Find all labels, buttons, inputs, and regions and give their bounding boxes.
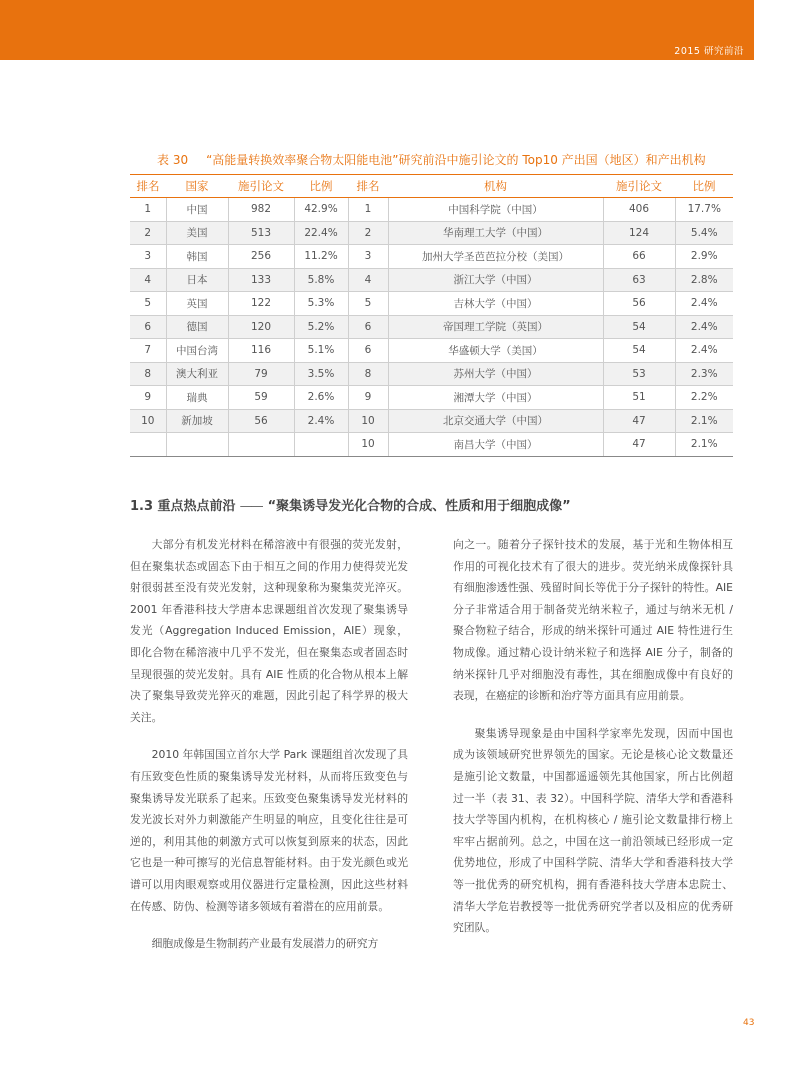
cell-country: 中国台湾 xyxy=(166,339,228,363)
left-paragraph-2: 2010 年韩国国立首尔大学 Park 课题组首次发现了具有压致变色性质的聚集诱导发光材料，从而将压致变色与聚集诱导发光联系了起来。压致变色聚集诱导发光材料的发光波长对外力刺激能产生明显的响应，且变化往往是可逆的，利用其他的刺激方式可以恢复到原来的状态，因此它也是一种可擦写的光信息智能材料。由于发光颜色或光谱可以用肉眼观察或用仪器进行定量检测，因此这些材料在传感、防伪、检测等诸多领域有着潜在的应用前景。 xyxy=(130,748,408,913)
cell-country-ratio: 2.6% xyxy=(294,386,348,410)
cell-institution-papers: 66 xyxy=(603,245,675,269)
cell-institution: 华盛顿大学（美国） xyxy=(388,339,603,363)
cell-institution-papers: 56 xyxy=(603,292,675,316)
cell-country-papers: 56 xyxy=(228,409,294,433)
table-row xyxy=(130,339,733,363)
cell-institution-papers: 51 xyxy=(603,386,675,410)
table-row xyxy=(130,386,733,410)
cell-institution: 北京交通大学（中国） xyxy=(388,409,603,433)
right-paragraph-2: 聚集诱导现象是由中国科学家率先发现，因而中国也成为该领域研究世界领先的国家。无论是核心论文数量还是施引论文数量，中国都遥遥领先其他国家，所占比例超过一半（表 31、表 32）。中国科学院、清华大学和香港科技大学等国内机构，在机构核心 / 施引论文数量排行榜上牢牢占据前列。总之，中国在这一前沿领域已经形成一定优势地位，形成了中国科学院、清华大学和香港科技大学等一批优秀的研究机构，拥有香港科技大学唐本忠院士、清华大学危岩教授等一批优秀研究学者以及相应的优秀研究团队。 xyxy=(453,726,733,935)
cell-country: 新加坡 xyxy=(166,409,228,433)
header-country-papers: 施引论文 xyxy=(228,175,294,198)
page-number: 43 xyxy=(743,1018,755,1028)
right-paragraph-1: 向之一。随着分子探针技术的发展，基于光和生物体相互作用的可视化技术有了很大的进步。荧光纳米成像探针具有细胞渗透性强、残留时间长等优于分子探针的特性。AIE 分子非常适合用于制备荧光纳米粒子，通过与纳米无机 / 聚合物粒子结合，形成的纳米探针可通过 AIE 特性进行生物成像。通过精心设计纳米粒子和选择 AIE 分子，制备的纳米探针几乎对细胞没有毒性，其在细胞成像中有良好的表现，在癌症的诊断和治疗等方面具有应用前景。 xyxy=(453,538,733,703)
section-number: 1.3 重点热点前沿 xyxy=(130,499,236,514)
running-header: 2015 研究前沿 xyxy=(674,46,744,57)
header-institution-papers: 施引论文 xyxy=(603,175,675,198)
cell-country-ratio: 5.2% xyxy=(294,315,348,339)
cell-country-papers: 513 xyxy=(228,221,294,245)
cell-institution-rank: 4 xyxy=(348,268,388,292)
header-country-rank: 排名 xyxy=(130,175,166,198)
cell-institution-rank: 8 xyxy=(348,362,388,386)
left-column xyxy=(130,534,408,971)
cell-institution-rank: 10 xyxy=(348,433,388,457)
left-paragraph-1: 大部分有机发光材料在稀溶液中有很强的荧光发射，但在聚集状态或固态下由于相互之间的作用力使得荧光发射很弱甚至没有荧光发射，这种现象称为聚集荧光淬灭。2001 年香港科技大学唐本忠课题组首次发现了聚集诱导发光（Aggregation Induced Emission，AIE）现象，即化合物在稀溶液中几乎不发光，但在聚集态或者固态时呈现很强的荧光发射。具有 AIE 性质的化合物从根本上解决了聚集导致荧光猝灭的难题，因此引起了科学界的极大关注。 xyxy=(130,538,408,724)
cell-institution: 南昌大学（中国） xyxy=(388,433,603,457)
cell-country-ratio: 5.3% xyxy=(294,292,348,316)
cell-country: 美国 xyxy=(166,221,228,245)
cell-country-papers: 982 xyxy=(228,198,294,222)
cell-institution: 帝国理工学院（英国） xyxy=(388,315,603,339)
cell-institution-rank: 2 xyxy=(348,221,388,245)
table-row xyxy=(130,315,733,339)
header-institution: 机构 xyxy=(388,175,603,198)
table-row xyxy=(130,268,733,292)
cell-country-rank: 9 xyxy=(130,386,166,410)
cell-country: 日本 xyxy=(166,268,228,292)
cell-institution-ratio: 2.8% xyxy=(675,268,733,292)
cell-institution-papers: 54 xyxy=(603,339,675,363)
cell-institution-papers: 124 xyxy=(603,221,675,245)
cell-country-rank: 5 xyxy=(130,292,166,316)
cell-country-rank: 10 xyxy=(130,409,166,433)
cell-country-rank: 4 xyxy=(130,268,166,292)
section-heading xyxy=(130,495,571,514)
cell-country-papers: 256 xyxy=(228,245,294,269)
table-row xyxy=(130,198,733,222)
cell-country: 瑞典 xyxy=(166,386,228,410)
cell-country-papers: 79 xyxy=(228,362,294,386)
cell-institution-ratio: 2.4% xyxy=(675,315,733,339)
cell-country: 英国 xyxy=(166,292,228,316)
table-row xyxy=(130,362,733,386)
cell-institution-ratio: 2.4% xyxy=(675,339,733,363)
cell-institution: 苏州大学（中国） xyxy=(388,362,603,386)
cell-institution: 中国科学院（中国） xyxy=(388,198,603,222)
cell-country: 德国 xyxy=(166,315,228,339)
left-paragraph-3: 细胞成像是生物制药产业最有发展潜力的研究方 xyxy=(151,937,379,951)
cell-institution-ratio: 2.1% xyxy=(675,433,733,457)
table-caption-title: “高能量转换效率聚合物太阳能电池”研究前沿中施引论文的 Top10 产出国（地区）和产出机构 xyxy=(206,153,706,167)
cell-country-rank xyxy=(130,433,166,457)
cell-institution-papers: 406 xyxy=(603,198,675,222)
cell-institution-papers: 54 xyxy=(603,315,675,339)
cell-institution-ratio: 2.9% xyxy=(675,245,733,269)
cell-institution-ratio: 2.4% xyxy=(675,292,733,316)
cell-institution-rank: 5 xyxy=(348,292,388,316)
cell-country-ratio: 3.5% xyxy=(294,362,348,386)
cell-institution: 湘潭大学（中国） xyxy=(388,386,603,410)
cell-country-ratio: 5.1% xyxy=(294,339,348,363)
cell-institution-papers: 53 xyxy=(603,362,675,386)
cell-country-rank: 1 xyxy=(130,198,166,222)
cell-country-papers: 59 xyxy=(228,386,294,410)
cell-institution-papers: 63 xyxy=(603,268,675,292)
cell-institution-papers: 47 xyxy=(603,409,675,433)
cell-institution-rank: 10 xyxy=(348,409,388,433)
cell-country: 澳大利亚 xyxy=(166,362,228,386)
cell-institution-ratio: 2.1% xyxy=(675,409,733,433)
cell-country-ratio: 2.4% xyxy=(294,409,348,433)
cell-institution-rank: 6 xyxy=(348,339,388,363)
cell-country-ratio: 42.9% xyxy=(294,198,348,222)
cell-country-rank: 6 xyxy=(130,315,166,339)
header-country: 国家 xyxy=(166,175,228,198)
cell-country: 中国 xyxy=(166,198,228,222)
table-row xyxy=(130,433,733,457)
section-dash: —— xyxy=(239,499,262,514)
cell-institution-ratio: 17.7% xyxy=(675,198,733,222)
cell-institution-rank: 9 xyxy=(348,386,388,410)
cell-country-papers: 133 xyxy=(228,268,294,292)
cell-country-rank: 8 xyxy=(130,362,166,386)
header-institution-rank: 排名 xyxy=(348,175,388,198)
cell-institution-ratio: 2.3% xyxy=(675,362,733,386)
cell-country-ratio xyxy=(294,433,348,457)
cell-institution: 浙江大学（中国） xyxy=(388,268,603,292)
cell-country-papers: 116 xyxy=(228,339,294,363)
ranking-table xyxy=(130,174,733,457)
cell-country-rank: 7 xyxy=(130,339,166,363)
cell-country-papers: 120 xyxy=(228,315,294,339)
cell-institution-ratio: 5.4% xyxy=(675,221,733,245)
header-country-ratio: 比例 xyxy=(294,175,348,198)
table-row xyxy=(130,292,733,316)
cell-institution: 吉林大学（中国） xyxy=(388,292,603,316)
table-header-row xyxy=(130,175,733,198)
cell-institution-rank: 1 xyxy=(348,198,388,222)
table-caption-number: 表 30 xyxy=(157,153,189,167)
cell-country-rank: 3 xyxy=(130,245,166,269)
cell-country: 韩国 xyxy=(166,245,228,269)
header-band xyxy=(0,0,754,60)
cell-institution-rank: 6 xyxy=(348,315,388,339)
cell-country xyxy=(166,433,228,457)
header-institution-ratio: 比例 xyxy=(675,175,733,198)
cell-country-papers xyxy=(228,433,294,457)
section-title: “聚集诱导发光化合物的合成、性质和用于细胞成像” xyxy=(267,499,571,514)
table-caption xyxy=(157,151,706,168)
cell-country-ratio: 22.4% xyxy=(294,221,348,245)
cell-country-rank: 2 xyxy=(130,221,166,245)
cell-institution-papers: 47 xyxy=(603,433,675,457)
table-row xyxy=(130,221,733,245)
cell-country-papers: 122 xyxy=(228,292,294,316)
cell-institution: 华南理工大学（中国） xyxy=(388,221,603,245)
table-row xyxy=(130,245,733,269)
cell-institution: 加州大学圣芭芭拉分校（美国） xyxy=(388,245,603,269)
cell-institution-ratio: 2.2% xyxy=(675,386,733,410)
right-column xyxy=(453,534,733,955)
cell-country-ratio: 11.2% xyxy=(294,245,348,269)
table-row xyxy=(130,409,733,433)
cell-country-ratio: 5.8% xyxy=(294,268,348,292)
cell-institution-rank: 3 xyxy=(348,245,388,269)
